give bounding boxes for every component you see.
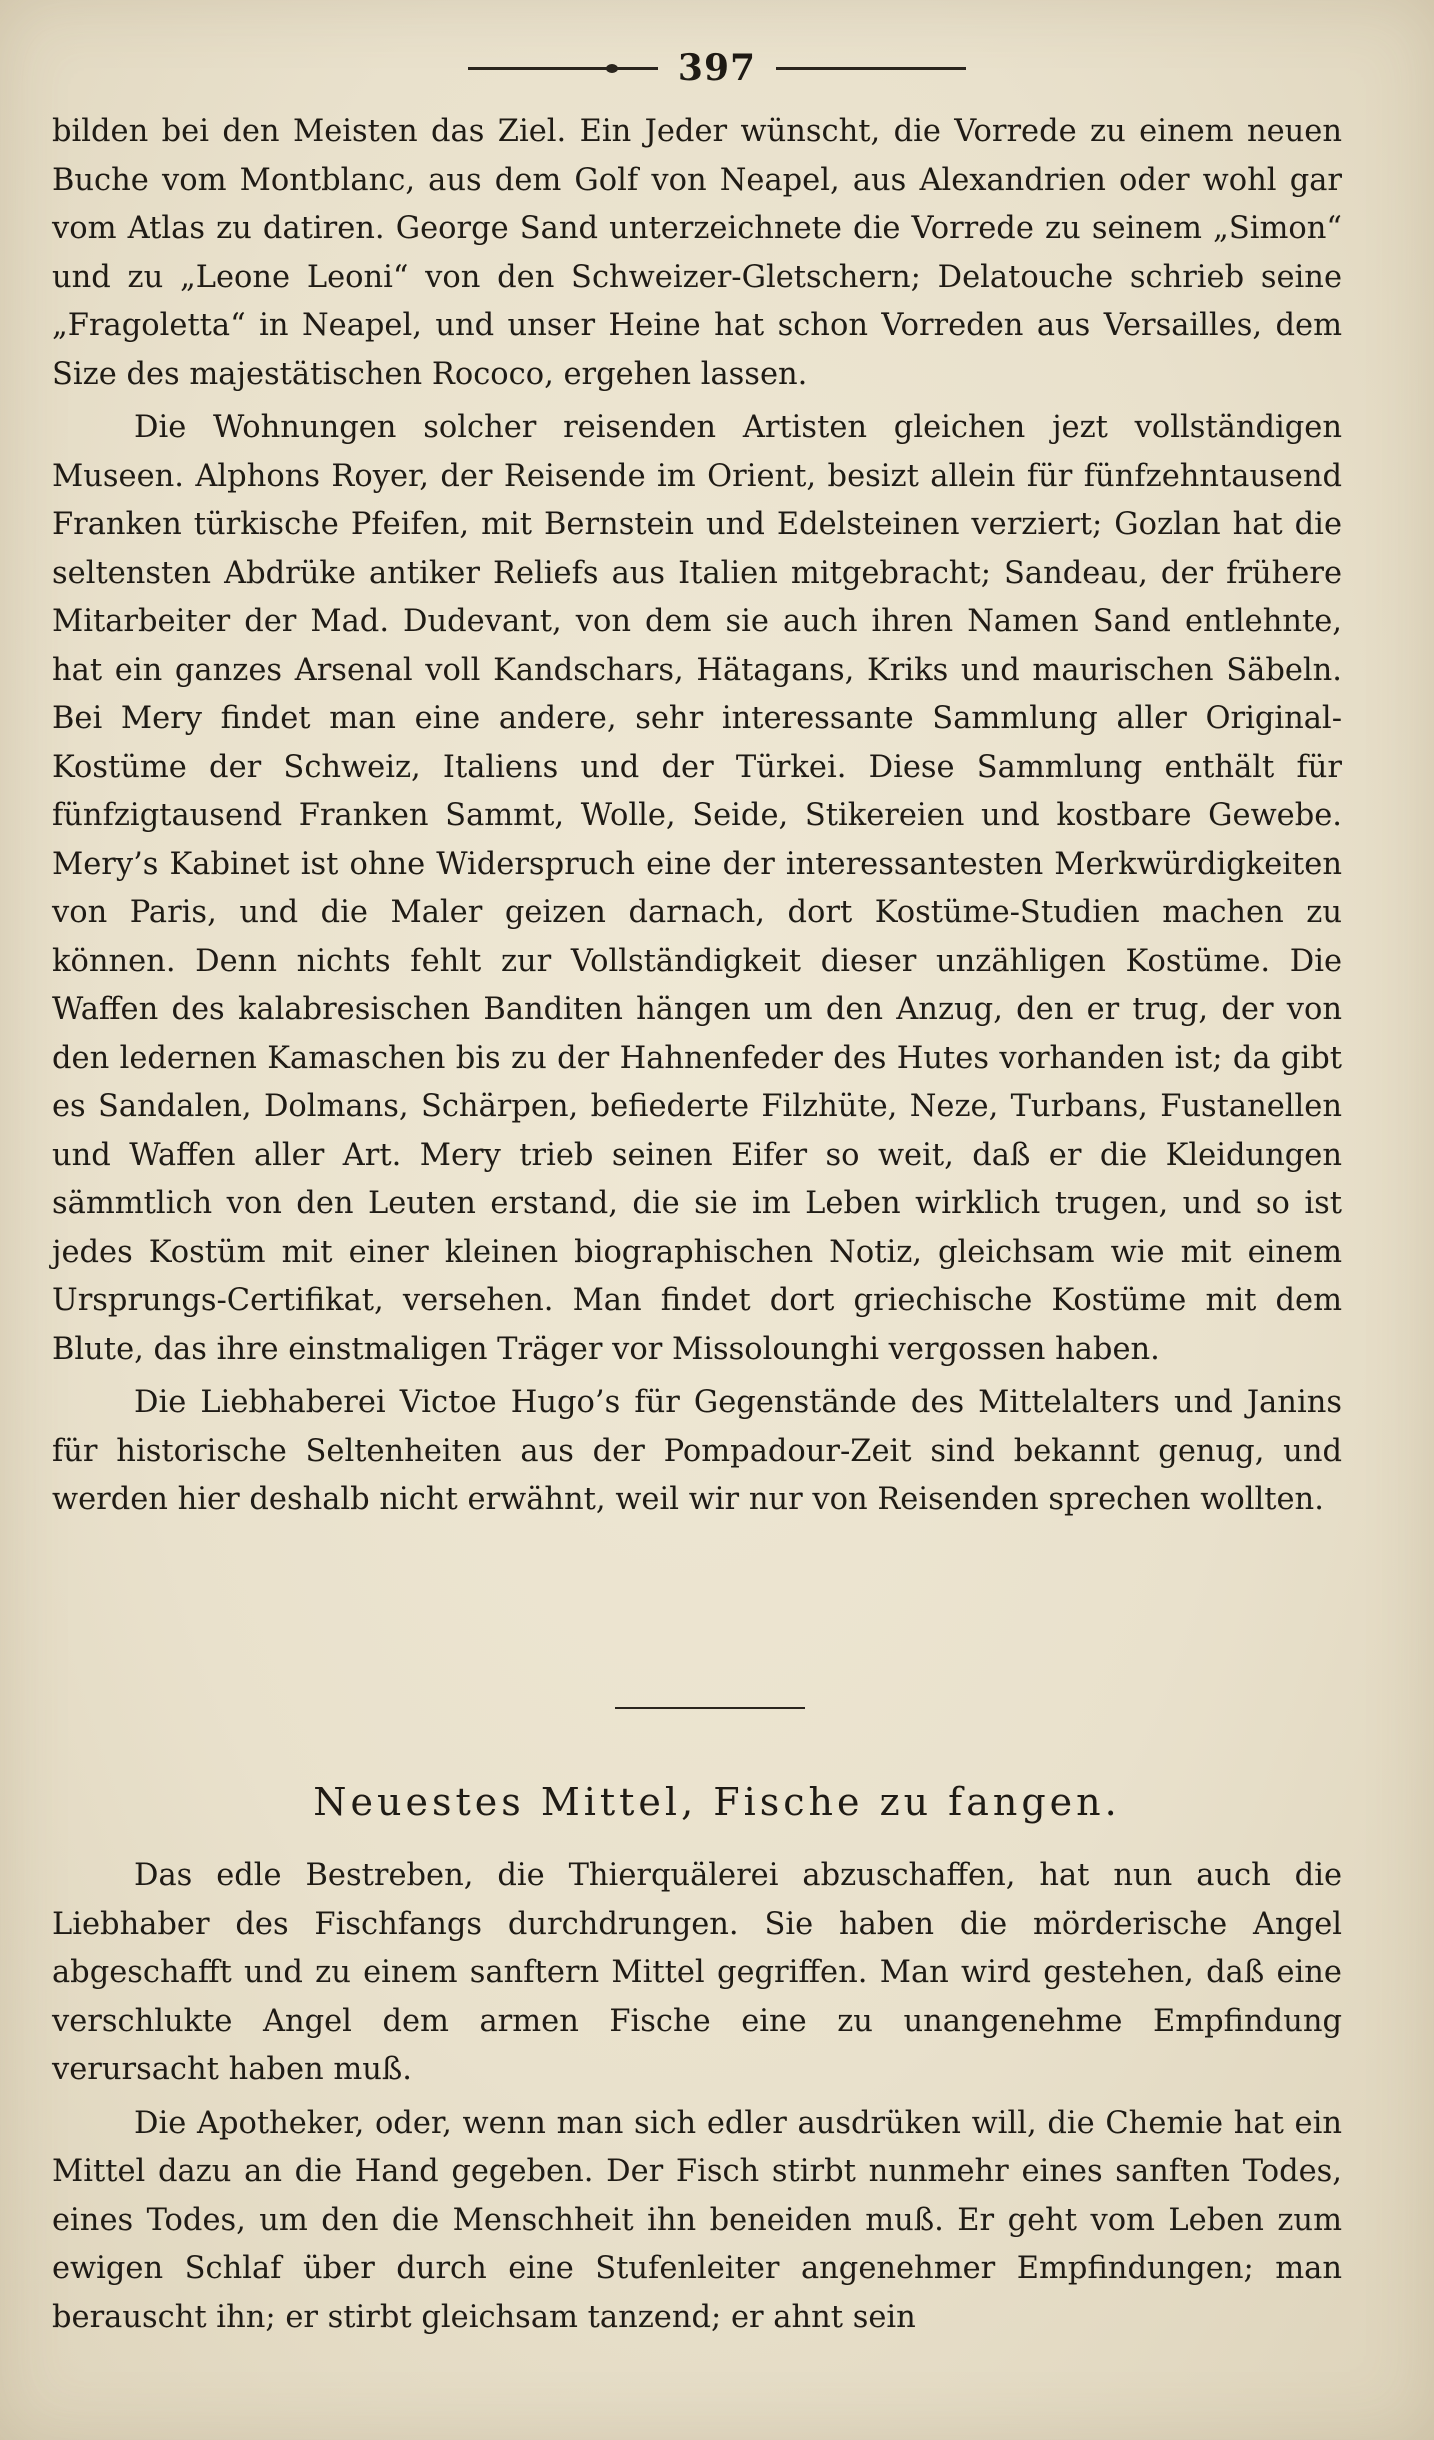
paragraph: Die Wohnungen solcher reisenden Artisten gleichen jezt vollständigen Museen. Alphons Royer, der Reisende im Orient, besizt allein für fünfzehntausend Franken türkische Pfeifen, mit Bernstein und Edelsteinen verziert; Gozlan hat die seltensten Abdrüke antiker Reliefs aus Italien mitgebracht; Sandeau, der frühere Mitarbeiter der Mad. Dudevant, von dem sie auch ihren Namen Sand entlehnte, hat ein ganzes Arsenal voll Kandschars, Hätagans, Kriks und maurischen Säbeln. Bei Mery findet man eine andere, sehr interessante Sammlung aller Original-Kostüme der Schweiz, Italiens und der Türkei. Diese Sammlung enthält für fünfzigtausend Franken Sammt, Wolle, Seide, Stikereien und kostbare Gewebe. Mery’s Kabinet ist ohne Widerspruch eine der interessantesten Merkwürdigkeiten von Paris, und die Maler geizen darnach, dort Kostüme-Studien machen zu können. Denn nichts fehlt zur Vollständigkeit dieser unzähligen Kostüme. Die Waffen des kalabresischen Banditen hängen um den Anzug, den er trug, der von den ledernen Kamaschen bis zu der Hahnenfeder des Hutes vorhanden ist; da gibt es Sandalen, Dolmans, Schärpen, befiederte Filzhüte, Neze, Turbans, Fustanellen und Waffen aller Art. Mery trieb seinen Eifer so weit, daß er die Kleidungen sämmtlich von den Leuten erstand, die sie im Leben wirklich trugen, und so ist jedes Kostüm mit einer kleinen biographischen Notiz, gleichsam wie mit einem Ursprungs-Certifikat, versehen. Man findet dort griechische Kostüme mit dem Blute, das ihre einstmaligen Träger vor Missolounghi vergossen haben. [52, 410, 1342, 1367]
article-body [52, 1852, 1342, 2342]
paragraph: Die Liebhaberei Victoe Hugo’s für Gegenstände des Mittelalters und Janins für historische Seltenheiten aus der Pompadour-Zeit sind bekannt genug, und werden hier deshalb nicht erwähnt, weil wir nur von Reisenden sprechen wollten. [52, 1385, 1342, 1517]
paragraph: Das edle Bestreben, die Thierquälerei abzuschaffen, hat nun auch die Liebhaber des Fischfangs durchdrungen. Sie haben die mörderische Angel abgeschafft und zu einem sanftern Mittel gegriffen. Man wird gestehen, daß eine verschlukte Angel dem armen Fische eine zu unangenehme Empfindung verursacht haben muß. [52, 1858, 1342, 2087]
page-number: 397 [677, 47, 757, 89]
header-rule-left [468, 67, 658, 70]
page-header [0, 40, 1434, 96]
paragraph: bilden bei den Meisten das Ziel. Ein Jeder wünscht, die Vorrede zu einem neuen Buche vom Montblanc, aus dem Golf von Neapel, aus Alexandrien oder wohl gar vom Atlas zu datiren. George Sand unterzeichnete die Vorrede zu seinem „Simon“ und zu „Leone Leoni“ von den Schweizer-Gletschern; Delatouche schrieb seine „Fragoletta“ in Neapel, und unser Heine hat schon Vorreden aus Versailles, dem Size des majestätischen Rococo, ergehen lassen. [52, 114, 1342, 392]
section-divider [615, 1707, 805, 1709]
header-rule-right [776, 67, 966, 70]
paragraph: Die Apotheker, oder, wenn man sich edler ausdrüken will, die Chemie hat ein Mittel dazu an die Hand gegeben. Der Fisch stirbt nunmehr eines sanften Todes, eines Todes, um den die Menschheit ihn beneiden muß. Er geht vom Leben zum ewigen Schlaf über durch eine Stufenleiter angenehmer Empfindungen; man berauscht ihn; er stirbt gleichsam tanzend; er ahnt sein [52, 2105, 1342, 2335]
section-title: Neuestes Mittel, Fische zu fangen. [313, 1780, 1121, 1824]
article-continuation [52, 108, 1342, 1525]
